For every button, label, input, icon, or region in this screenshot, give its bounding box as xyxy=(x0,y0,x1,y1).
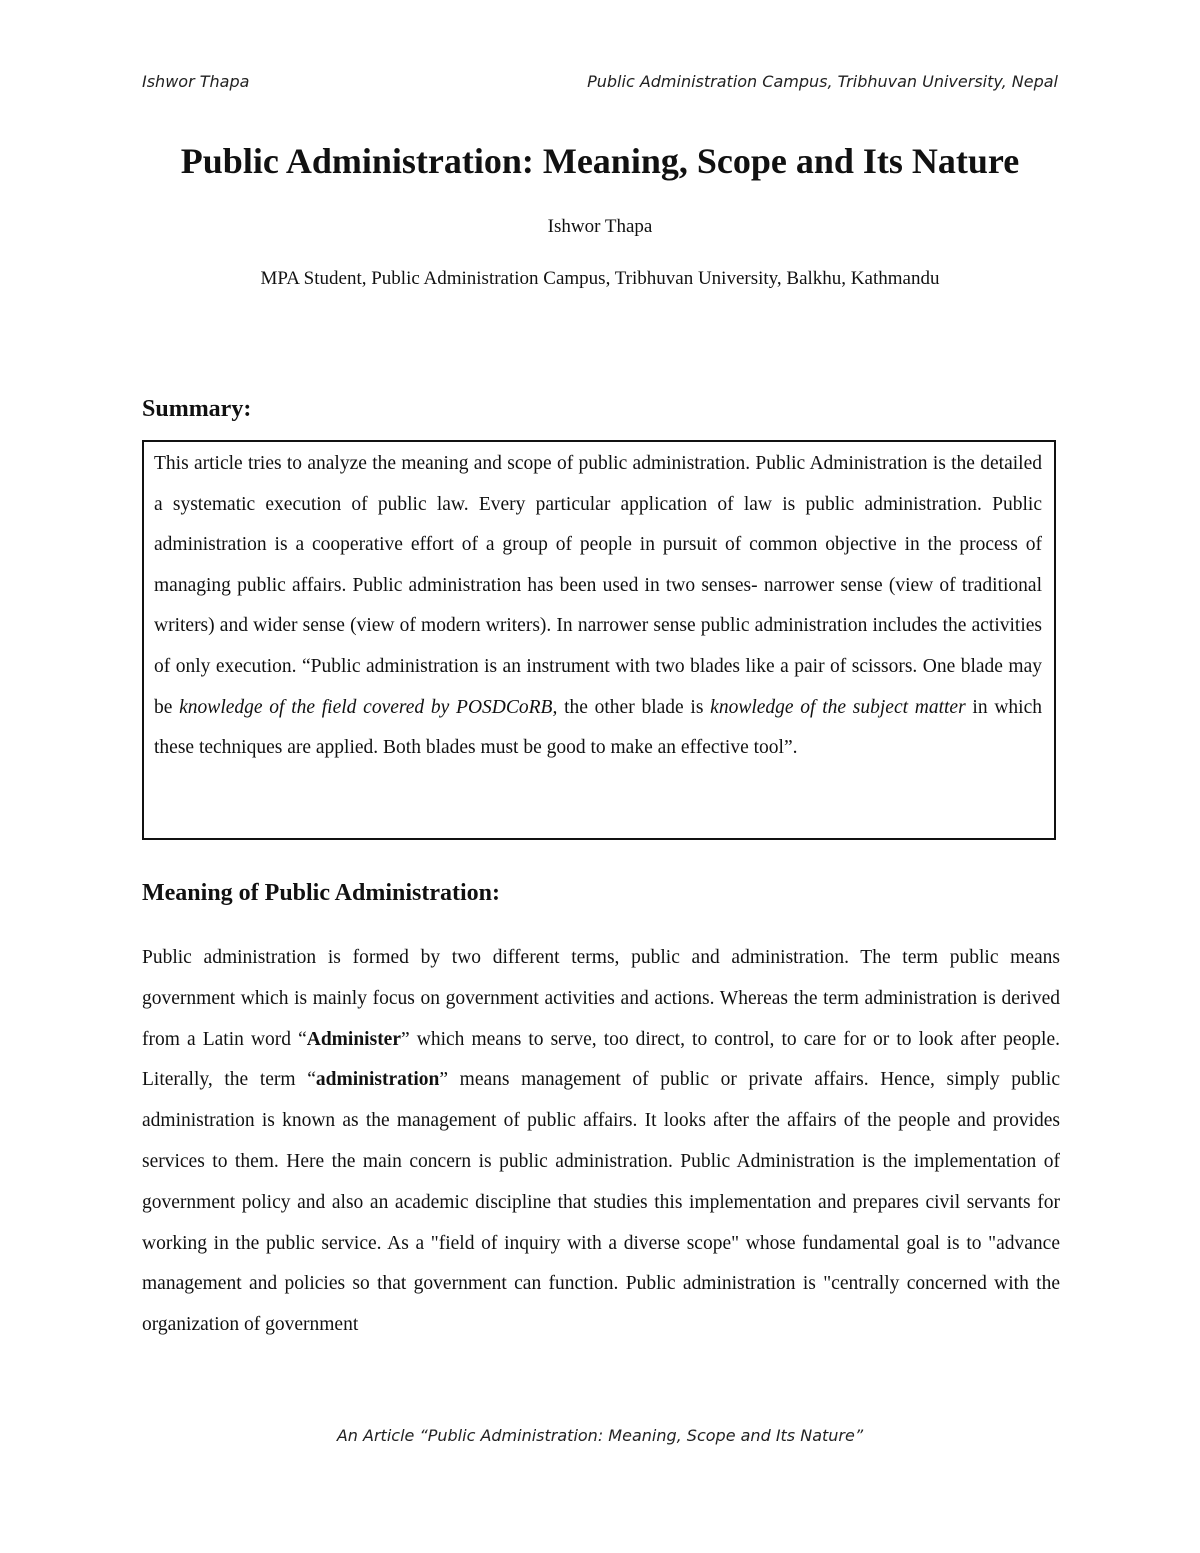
summary-emphasis-posdcorb: knowledge of the field covered by POSDCoRB, xyxy=(179,696,558,718)
running-header xyxy=(142,72,1058,91)
meaning-text-1: Public administration is formed by two different terms, public and administration. The term public means government which is mainly focus on government activities and actions. Whereas the term administration is derived from a Latin word “ xyxy=(142,947,1060,1050)
summary-heading: Summary: xyxy=(142,396,252,422)
header-institution: Public Administration Campus, Tribhuvan University, Nepal xyxy=(587,72,1058,91)
summary-box xyxy=(142,440,1056,840)
meaning-term-administration: administration xyxy=(315,1069,440,1091)
summary-text-3: in which these techniques are applied. Both blades must be good to make an effective tool”. xyxy=(154,696,1042,759)
header-author: Ishwor Thapa xyxy=(142,72,250,91)
meaning-heading: Meaning of Public Administration: xyxy=(142,880,501,906)
meaning-term-administer: Administer xyxy=(306,1028,401,1050)
running-footer: An Article “Public Administration: Meaning, Scope and Its Nature” xyxy=(336,1426,864,1445)
summary-text-2: the other blade is xyxy=(557,696,711,718)
summary-emphasis-subject-matter: knowledge of the subject matter xyxy=(710,696,966,718)
meaning-text-3: ” means management of public or private affairs. Hence, simply public administration is known as the management of public affairs. It looks after the affairs of the people and provides services to them. Here the main concern is public administration. Public Administration is the implementation of government policy and also an academic discipline that studies this implementation and prepares civil servants for working in the public service. As a "field of inquiry with a diverse scope" whose fundamental goal is to "advance management and policies so that government can function. Public administration is "centrally concerned with the organization of government xyxy=(142,1069,1060,1336)
meaning-text-2: ” which means to serve, too direct, to control, to care for or to look after people. Literally, the term “ xyxy=(142,1028,1060,1091)
author-name: Ishwor Thapa xyxy=(547,216,653,237)
paper-title: Public Administration: Meaning, Scope and Its Nature xyxy=(180,141,1020,181)
author-affiliation: MPA Student, Public Administration Campus, Tribhuvan University, Balkhu, Kathmandu xyxy=(260,268,940,289)
meaning-paragraph xyxy=(142,938,1060,1346)
summary-text-1: This article tries to analyze the meaning and scope of public administration. Public Administration is the detailed a systematic execution of public law. Every particular application of law is public administration. Public administration is a cooperative effort of a group of people in pursuit of common objective in the process of managing public affairs. Public administration has been used in two senses- narrower sense (view of traditional writers) and wider sense (view of modern writers). In narrower sense public administration includes the activities of only execution. “Public administration is an instrument with two blades like a pair of scissors. One blade may be xyxy=(154,453,1042,718)
